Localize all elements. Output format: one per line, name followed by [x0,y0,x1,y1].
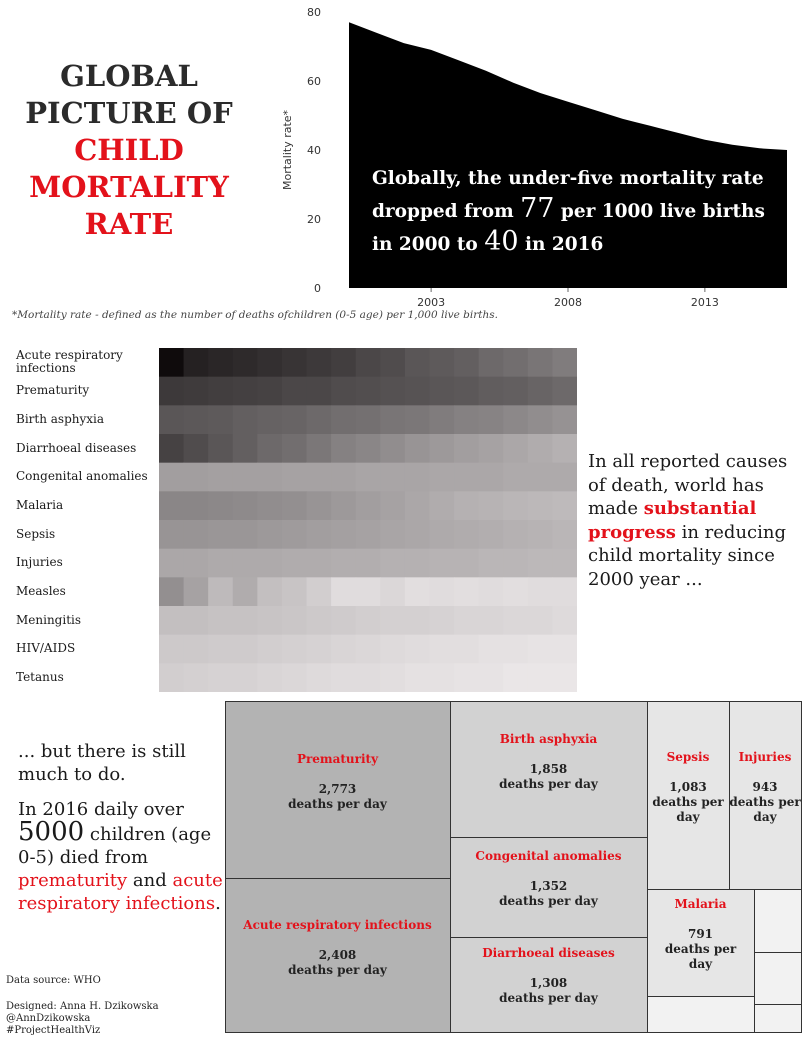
heatmap-row-label: Measles [16,584,66,599]
heatmap-cell [208,434,233,463]
heatmap-cell [282,491,307,520]
heatmap-cell [356,663,381,692]
heatmap-cell [282,549,307,578]
heatmap-cell [233,348,258,377]
heatmap-cell [454,377,479,406]
title-line-accent: RATE [84,207,174,241]
heatmap-row-label: Tetanus [16,670,64,685]
title-line-accent: MORTALITY [29,170,229,204]
heatmap-cell [159,549,184,578]
treemap-tile [226,879,451,1033]
heatmap-cell [380,635,405,664]
heatmap-row-label: Injuries [16,555,63,570]
treemap-tile-unit: deaths per [664,942,737,956]
heatmap-cell [331,577,356,606]
heatmap-cell [528,663,553,692]
treemap-tile-name: Malaria [674,897,727,911]
heatmap-cell [356,549,381,578]
commentary-text: . [215,893,221,914]
heatmap-cell [503,405,528,434]
heatmap-cell [233,549,258,578]
heatmap-cell [503,491,528,520]
heatmap-cell [208,491,233,520]
heatmap-cell [159,463,184,492]
treemap-tile-name: Birth asphyxia [499,732,598,746]
treemap-tile-unit: deaths per day [499,894,598,908]
heatmap-cell [307,377,332,406]
heatmap-cell [454,520,479,549]
heatmap-cell [208,663,233,692]
heatmap-cell [356,405,381,434]
annotation-highlight-value: 77 [520,193,555,224]
annotation-text: Globally, the under-five mortality rate dropped from [372,168,764,222]
heatmap-cell [257,434,282,463]
heatmap-cell [282,377,307,406]
heatmap-cell [479,348,504,377]
heatmap-cell [528,434,553,463]
heatmap-cell [528,348,553,377]
heatmap-cell [528,463,553,492]
heatmap-cell [503,348,528,377]
heatmap-cell [429,663,454,692]
heatmap-cell [184,405,209,434]
heatmap-cell [331,663,356,692]
heatmap-cell [184,491,209,520]
heatmap-cell [184,606,209,635]
heatmap-cell [405,577,430,606]
heatmap-cell [528,577,553,606]
heatmap-cell [233,405,258,434]
heatmap-cell [208,377,233,406]
treemap-tile-name: Acute respiratory infections [243,918,432,932]
heatmap-cell [429,635,454,664]
treemap-tile-name: Sepsis [666,750,710,764]
heatmap-cell [208,635,233,664]
treemap-tile-other [755,890,802,953]
heatmap-cell [454,577,479,606]
heatmap-cell [429,491,454,520]
designer-handle: @AnnDzikowska [6,1013,91,1024]
heatmap-cell [208,348,233,377]
heatmap-cell [528,491,553,520]
heatmap-cell [528,549,553,578]
area-chart-annotation [372,164,772,260]
heatmap-cell [405,663,430,692]
heatmap-cell [184,377,209,406]
heatmap-cell [528,377,553,406]
heatmap-cell [331,520,356,549]
cause-heatmap [159,348,577,692]
heatmap-cell [257,348,282,377]
heatmap-cell [356,434,381,463]
heatmap-cell [405,377,430,406]
credits [6,975,159,1037]
y-axis-label: Mortality rate* [281,109,294,191]
heatmap-cell [429,405,454,434]
commentary-text: children (age 0-5) died from [18,824,212,868]
heatmap-cell [159,577,184,606]
annotation-text: in 2016 [518,234,604,255]
heatmap-cell [405,520,430,549]
title-line-accent: CHILD [74,133,184,167]
heatmap-cell [356,463,381,492]
heatmap-cell [307,549,332,578]
heatmap-cell [528,405,553,434]
heatmap-cell [208,577,233,606]
commentary-highlight: prematurity [18,870,128,891]
mortality-area-chart [0,0,810,320]
y-tick-label: 40 [307,144,321,157]
heatmap-cell [429,434,454,463]
heatmap-cell [503,635,528,664]
heatmap-cell [479,577,504,606]
heatmap-cell [503,434,528,463]
y-tick-label: 80 [307,6,321,19]
heatmap-cell [429,463,454,492]
heatmap-cell [552,491,577,520]
heatmap-cell [405,348,430,377]
heatmap-cell [454,348,479,377]
heatmap-row-label: Prematurity [16,383,90,398]
commentary-text: and [127,870,173,891]
heatmap-cell [356,491,381,520]
heatmap-cell [257,463,282,492]
treemap-tile-unit: day [688,957,713,971]
heatmap-cell [307,463,332,492]
heatmap-row-label: HIV/AIDS [16,641,76,656]
heatmap-cell [528,606,553,635]
heatmap-cell [405,635,430,664]
heatmap-cell [380,663,405,692]
heatmap-cell [307,577,332,606]
treemap-tile-value: 1,308 [529,976,568,990]
heatmap-cell [479,520,504,549]
heatmap-cell [331,434,356,463]
heatmap-cell [257,520,282,549]
heatmap-cell [356,606,381,635]
heatmap-cell [257,635,282,664]
heatmap-cell [356,635,381,664]
heatmap-commentary [588,450,803,591]
heatmap-cell [454,606,479,635]
treemap-tile [451,702,648,838]
heatmap-row-label: Congenital anomalies [16,469,148,484]
heatmap-cell [331,463,356,492]
heatmap-cell [479,549,504,578]
heatmap-cell [307,520,332,549]
commentary-text: In all reported causes of death, world has made [588,451,788,519]
heatmap-cell [552,635,577,664]
heatmap-cell [454,635,479,664]
heatmap-cell [503,663,528,692]
heatmap-cell [380,577,405,606]
heatmap-cell [184,549,209,578]
heatmap-cell [233,434,258,463]
heatmap-cell [331,348,356,377]
treemap-tile-value: 2,773 [318,782,357,796]
commentary-text: In 2016 daily over [18,799,184,820]
heatmap-cell [380,377,405,406]
heatmap-cell [233,663,258,692]
heatmap-cell [307,606,332,635]
treemap-tile-unit: day [753,810,777,824]
heatmap-cell [233,635,258,664]
x-tick-label: 2003 [417,296,446,309]
treemap-tile-unit: deaths per [729,795,801,809]
heatmap-cell [429,348,454,377]
annotation-text: per 1000 live births in 2000 to [372,201,765,255]
commentary-highlight: acute respiratory infections [18,870,223,914]
heatmap-cell [282,577,307,606]
heatmap-cell [257,577,282,606]
heatmap-cell [380,520,405,549]
heatmap-cell [552,577,577,606]
heatmap-cell [479,377,504,406]
heatmap-cell [380,434,405,463]
heatmap-cell [479,635,504,664]
treemap-tile-name: Diarrhoeal diseases [482,946,615,960]
treemap-tile-other [755,1005,802,1033]
designer-credit: Designed: Anna H. Dzikowska [6,1001,159,1012]
heatmap-cell [552,663,577,692]
treemap-tile-unit: day [676,810,700,824]
heatmap-cell [479,606,504,635]
heatmap-cell [380,348,405,377]
heatmap-cell [331,491,356,520]
heatmap-cell [503,520,528,549]
treemap-tile-value: 1,858 [529,762,568,776]
heatmap-cell [257,606,282,635]
treemap-tile [729,702,801,890]
y-tick-label: 20 [307,213,321,226]
heatmap-cell [429,520,454,549]
treemap-tile-value: 2,408 [318,948,357,962]
heatmap-cell [233,606,258,635]
heatmap-cell [552,520,577,549]
heatmap-cell [184,463,209,492]
heatmap-cell [307,491,332,520]
heatmap-cell [503,549,528,578]
heatmap-cell [380,549,405,578]
commentary-text: in reducing child mortality since 2000 year ... [588,521,786,590]
heatmap-cell [454,549,479,578]
heatmap-cell [503,606,528,635]
heatmap-cell [184,663,209,692]
treemap-tile [648,890,755,997]
heatmap-cell [233,577,258,606]
heatmap-cell [233,463,258,492]
heatmap-cell [528,635,553,664]
heatmap-cell [159,606,184,635]
commentary-paragraph: ... but there is still much to do. [18,741,186,785]
heatmap-cell [429,577,454,606]
heatmap-cell [282,663,307,692]
heatmap-row-label: Meningitis [16,612,82,627]
heatmap-cell [184,434,209,463]
heatmap-cell [257,663,282,692]
commentary-paragraph [18,798,223,915]
heatmap-cell [356,377,381,406]
heatmap-row-label: Malaria [16,498,64,513]
commentary-highlight-value: 5000 [18,817,85,847]
treemap-tile-value: 1,083 [669,780,707,794]
heatmap-cell [454,405,479,434]
heatmap-cell [307,663,332,692]
heatmap-cell [552,463,577,492]
heatmap-cell [528,520,553,549]
heatmap-cell [405,549,430,578]
heatmap-cell [552,606,577,635]
heatmap-cell [380,463,405,492]
heatmap-row-label: Diarrhoeal diseases [16,440,137,455]
heatmap-cell [307,434,332,463]
treemap-tile-unit: deaths per [652,795,724,809]
heatmap-cell [380,606,405,635]
heatmap-cell [257,405,282,434]
x-tick-label: 2008 [554,296,582,309]
heatmap-cell [208,520,233,549]
y-tick-label: 60 [307,75,321,88]
heatmap-cell [233,491,258,520]
title-line: PICTURE OF [25,96,233,130]
heatmap-cell [184,520,209,549]
heatmap-cell [454,434,479,463]
heatmap-cell [307,405,332,434]
heatmap-cell [429,377,454,406]
treemap-tile [226,702,451,879]
heatmap-cell [233,520,258,549]
heatmap-cell [159,377,184,406]
heatmap-cell [380,491,405,520]
heatmap-cell [233,377,258,406]
heatmap-cell [208,606,233,635]
heatmap-cell [479,434,504,463]
heatmap-row-label: Sepsis [16,526,56,541]
heatmap-cell [429,549,454,578]
heatmap-cell [405,463,430,492]
heatmap-cell [307,348,332,377]
heatmap-cell [429,606,454,635]
treemap-tile-name: Congenital anomalies [475,849,622,863]
treemap-commentary [18,740,223,927]
heatmap-cell [257,491,282,520]
heatmap-cell [282,463,307,492]
treemap-tile-name: Prematurity [296,752,379,766]
heatmap-cell [552,377,577,406]
heatmap-cell [331,635,356,664]
heatmap-cell [405,434,430,463]
heatmap-cell [159,491,184,520]
heatmap-cell [159,434,184,463]
y-tick-label: 0 [314,282,321,295]
data-source: Data source: WHO [6,975,101,986]
heatmap-cell [503,577,528,606]
hashtag: #ProjectHealthViz [6,1025,101,1036]
treemap-tile [451,938,648,1033]
heatmap-cell [184,348,209,377]
heatmap-row-label: Birth asphyxia [16,412,105,427]
heatmap-row-label: Acute respiratory infections [16,348,123,376]
heatmap-cell [184,635,209,664]
heatmap-cell [159,520,184,549]
heatmap-cell [331,405,356,434]
heatmap-cell [159,635,184,664]
treemap-tile-value: 791 [687,927,714,941]
treemap-tile [451,838,648,938]
treemap-tile-other [755,953,802,1005]
heatmap-cell [282,405,307,434]
heatmap-cell [356,577,381,606]
heatmap-cell [503,463,528,492]
heatmap-cell [454,463,479,492]
heatmap-cell [208,405,233,434]
heatmap-cell [552,405,577,434]
heatmap-cell [380,405,405,434]
heatmap-cell [454,663,479,692]
heatmap-cell [405,405,430,434]
heatmap-cell [405,491,430,520]
heatmap-cell [282,434,307,463]
heatmap-cell [257,377,282,406]
heatmap-cell [479,463,504,492]
treemap-tile-unit: deaths per day [499,991,598,1005]
heatmap-cell [184,577,209,606]
heatmap-cell [552,348,577,377]
heatmap-cell [479,663,504,692]
heatmap-cell [331,377,356,406]
heatmap-cell [282,635,307,664]
title-line: GLOBAL [60,59,198,93]
heatmap-cell [552,434,577,463]
deaths-treemap [225,701,805,1033]
heatmap-cell [454,491,479,520]
treemap-tile-unit: deaths per day [288,963,387,977]
heatmap-cell [159,405,184,434]
heatmap-cell [282,520,307,549]
heatmap-cell [331,549,356,578]
treemap-tile-other [648,997,755,1033]
heatmap-cell [159,663,184,692]
footnote: *Mortality rate - defined as the number of deaths ofchildren (0-5 age) per 1,000 live births. [12,309,498,321]
heatmap-cell [356,348,381,377]
heatmap-cell [503,377,528,406]
treemap-tile-name: Injuries [738,750,792,764]
heatmap-cell [356,520,381,549]
heatmap-cell [552,549,577,578]
x-tick-label: 2013 [690,296,719,309]
heatmap-cell [282,606,307,635]
heatmap-cell [307,635,332,664]
heatmap-cell [479,491,504,520]
annotation-highlight-value: 40 [484,226,519,257]
heatmap-cell [479,405,504,434]
heatmap-cell [257,549,282,578]
treemap-tile-value: 943 [752,780,778,794]
heatmap-cell [405,606,430,635]
heatmap-cell [282,348,307,377]
treemap-tile-unit: deaths per day [499,777,598,791]
heatmap-cell [331,606,356,635]
treemap-tile [648,702,730,890]
commentary-highlight: substantial progress [588,498,757,543]
treemap-tile-value: 1,352 [529,879,568,893]
heatmap-cell [208,549,233,578]
heatmap-cell [159,348,184,377]
treemap-tile-unit: deaths per day [288,797,387,811]
heatmap-cell [208,463,233,492]
